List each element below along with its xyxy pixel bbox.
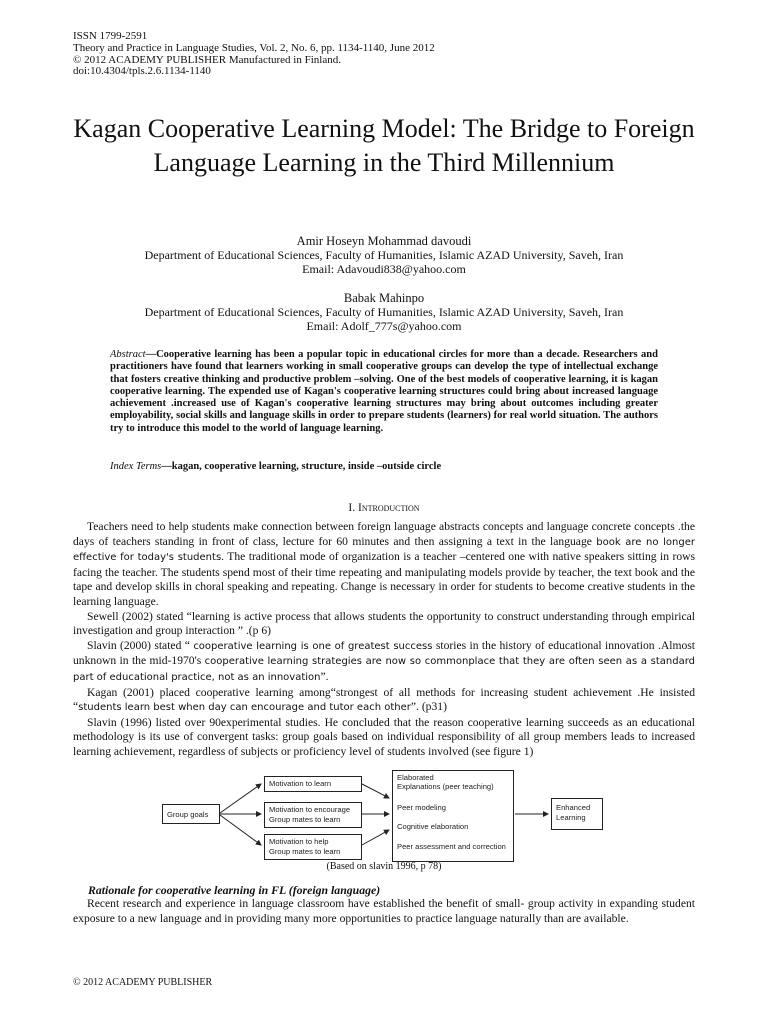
- box-label: Group mates to learn: [269, 814, 341, 824]
- box-label: Enhanced: [556, 803, 591, 812]
- section-numeral: I.: [348, 502, 356, 514]
- section-title: Introduction: [357, 502, 420, 514]
- author-block-2: [70, 291, 698, 333]
- box-label: Explanations (peer teaching): [397, 782, 494, 792]
- arrow-goals-to-learn: [220, 784, 261, 813]
- motivation-help-box: [264, 834, 362, 860]
- rationale-heading: Rationale for cooperative learning in FL (foreign language): [88, 883, 381, 897]
- paragraph-3: [73, 639, 695, 686]
- box-label: Elaborated: [397, 773, 434, 782]
- mechanisms-box: [392, 770, 514, 862]
- box-label: Group mates to learn: [269, 846, 341, 856]
- arrow-goals-to-help: [220, 815, 261, 845]
- text-run: Slavin (2000) stated “: [87, 638, 194, 652]
- motivation-learn-box: [264, 776, 362, 792]
- enhanced-learning-box: [551, 798, 603, 830]
- paragraph-5: Slavin (1996) listed over 90experimental studies. He concluded that the reason cooperative learning succeeds as an educational methodology is its use of convergent tasks: group goals based on individual responsibility of all group members leads to increased learning achievement, regardless of subjects or proficiency level of students involved (see figure 1): [73, 715, 695, 758]
- figure-connectors: [160, 768, 608, 864]
- text-run: ”. (p31): [410, 700, 447, 714]
- abstract-label: Abstract: [110, 349, 146, 360]
- paragraph-2: Sewell (2002) stated “learning is active process that allows students the opportunity to construct understanding through empirical investigation and group interaction ” .(p 6): [73, 609, 695, 638]
- author-affiliation: Department of Educational Sciences, Faculty of Humanities, Islamic AZAD University, Saveh, Iran: [144, 248, 624, 262]
- text-run: ”.: [320, 669, 329, 683]
- box-label: Peer assessment and correction: [397, 841, 506, 851]
- text-run-alt-font: book are no longer effective for today's students: [73, 536, 695, 564]
- text-run: Teachers need to help students make connection between foreign language abstracts concepts and language concrete concepts .the days of teachers standing in front of class, lecture for 60 minutes and then assigning a text in the language: [73, 520, 695, 548]
- index-terms: [110, 461, 441, 472]
- figure-1-diagram: [160, 768, 608, 864]
- motivation-encourage-box: [264, 802, 362, 828]
- author-affiliation: Department of Educational Sciences, Faculty of Humanities, Islamic AZAD University, Saveh, Iran: [144, 305, 624, 319]
- box-label: Motivation to help: [269, 837, 329, 846]
- group-goals-box: [162, 804, 220, 824]
- text-run: . The traditional mode of organization is a teacher –centered one with native speakers sitting in rows facing the teacher. The students spend most of their time repeating and manipulating models provide by teacher, the text book and the tape and develop skills in choral speaking and repeating. Change is necessary in order for students to become creative students in the learning language.: [73, 550, 695, 608]
- rationale-body: [73, 897, 695, 926]
- index-terms-label: Index Terms: [110, 461, 162, 472]
- section-heading: [0, 502, 768, 514]
- abstract: [110, 349, 658, 435]
- author-name: Babak Mahinpo: [343, 291, 425, 305]
- journal-header: [73, 31, 435, 78]
- paragraph-4: [73, 686, 695, 716]
- author-email: Email: Adolf_777s@yahoo.com: [306, 319, 462, 333]
- copyright-line: © 2012 ACADEMY PUBLISHER Manufactured in Finland.: [73, 53, 341, 66]
- text-run: Kagan (2001) placed cooperative learning among“strongest of all methods for increasing student achievement .He insisted “: [73, 685, 695, 714]
- rationale-paragraph: Recent research and experience in language classroom have established the benefit of small- group activity in expanding student exposure to a new language and in providing many more opportunities to practice language naturally than are available.: [73, 897, 695, 925]
- author-block-1: [70, 234, 698, 276]
- page-footer: © 2012 ACADEMY PUBLISHER: [73, 977, 213, 988]
- box-label: Peer modeling: [397, 802, 446, 812]
- introduction-body: [73, 520, 695, 760]
- index-terms-text: —kagan, cooperative learning, structure, inside –outside circle: [161, 461, 442, 472]
- box-label: Cognitive elaboration: [397, 822, 469, 832]
- issn: ISSN 1799-2591: [73, 30, 148, 42]
- doi: doi:10.4304/tpls.2.6.1134-1140: [73, 65, 211, 78]
- box-label: Motivation to learn: [269, 779, 332, 788]
- author-email: Email: Adavoudi838@yahoo.com: [302, 262, 466, 276]
- arrow-help-to-mechanisms: [362, 830, 389, 845]
- text-run-alt-font: cooperative learning is one of greatest success: [193, 640, 433, 652]
- box-label: Group goals: [167, 810, 209, 819]
- figure-caption: (Based on slavin 1996, p 78): [326, 861, 442, 872]
- text-run: stories in the history of educational innovation .Almost unknown in the mid-1970's: [73, 638, 695, 668]
- abstract-text: —Cooperative learning has been a popular topic in educational circles for more than a decade. Researchers and practitioners have found that learners working in small cooperative groups can develop the type of intellectual exchange that fosters creative thinking and productive problem –solving. One of the best models of cooperative learning, it is kagan cooperative learning. The expended use of Kagan's cooperative learning structures could bring about increased language achievement .increased use of Kagan's cooperative learning structures may bring about outcomes including greater employability, social skills and language skills in order to prepare students (learners) for real world situation. The authors try to introduce this model to the world of language learning.: [110, 349, 658, 434]
- text-run-alt-font: cooperative learning strategies are now so commonplace that they are often seen as a standard part of educational practice, not as an innovation: [73, 656, 695, 683]
- box-label: Motivation to encourage: [269, 805, 351, 814]
- paper-title: Kagan Cooperative Learning Model: The Bridge to Foreign Language Learning in the Third Millennium: [73, 114, 695, 177]
- author-name: Amir Hoseyn Mohammad davoudi: [296, 234, 472, 248]
- arrow-learn-to-mechanisms: [362, 784, 389, 798]
- text-run-alt-font: students learn best when day can encourage and tutor each other: [78, 702, 411, 714]
- box-label: Learning: [556, 812, 586, 822]
- paragraph-1: [73, 520, 695, 610]
- journal-citation: Theory and Practice in Language Studies, Vol. 2, No. 6, pp. 1134-1140, June 2012: [73, 41, 435, 54]
